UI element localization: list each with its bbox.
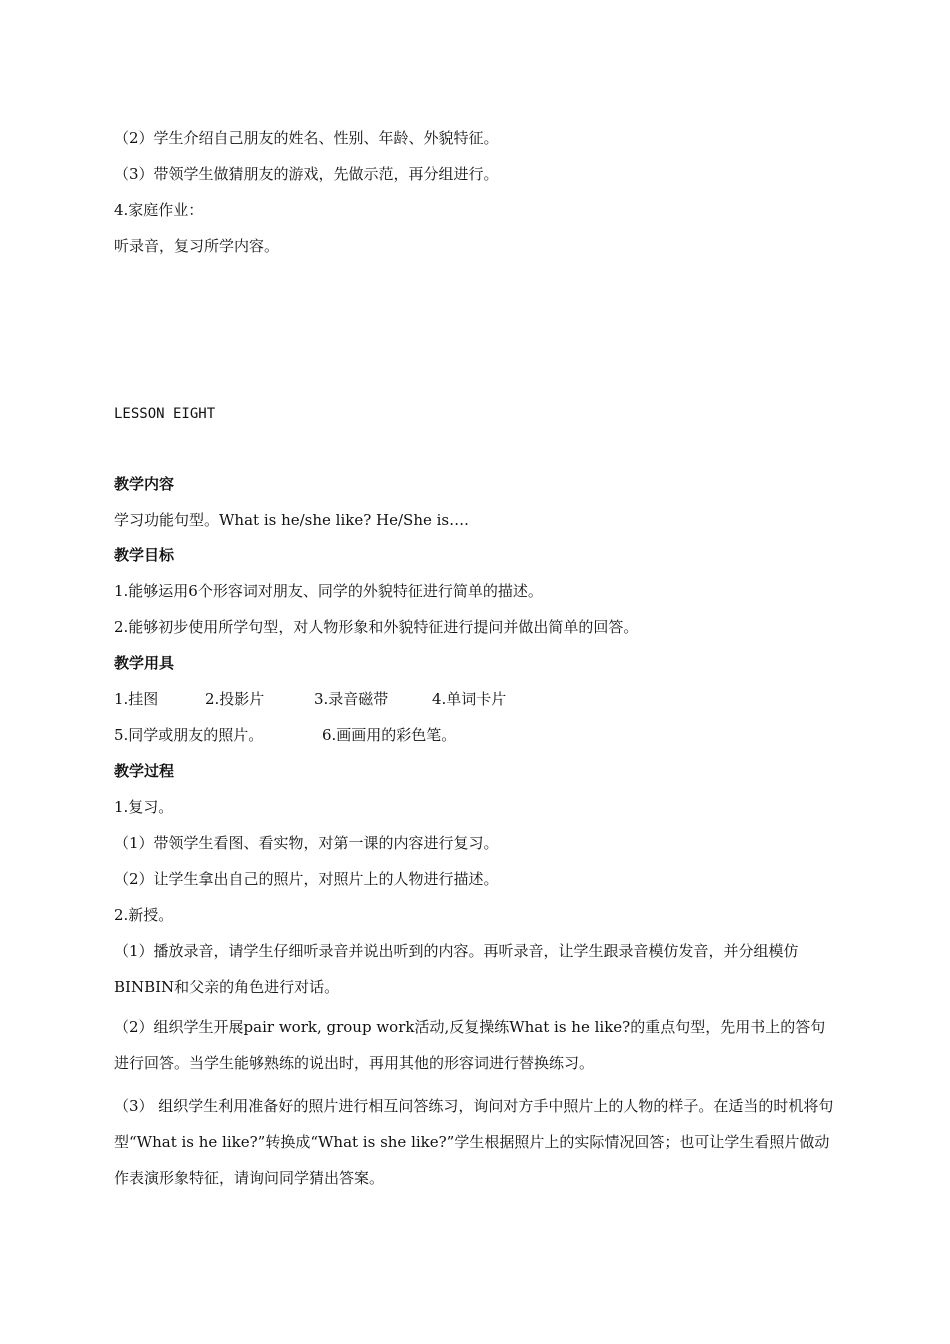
tool-item: 4.单词卡片 — [432, 690, 507, 708]
process-item: 2.新授。 — [114, 906, 174, 924]
tool-item: 5.同学或朋友的照片。 — [114, 726, 264, 744]
process-item: （1）带领学生看图、看实物，对第一课的内容进行复习。 — [114, 834, 499, 852]
goal-item: 2.能够初步使用所学句型，对人物形象和外貌特征进行提问并做出简单的回答。 — [114, 618, 639, 636]
lesson-title: LESSON EIGHT — [114, 406, 216, 422]
tools-row — [114, 725, 839, 745]
section-heading-content: 教学内容 — [114, 475, 175, 493]
tool-item: 1.挂图 — [114, 690, 159, 708]
tool-item: 6.画画用的彩色笔。 — [322, 726, 457, 744]
tools-row — [114, 689, 839, 709]
text-line: （3）带领学生做猜朋友的游戏，先做示范，再分组进行。 — [114, 165, 499, 183]
section-heading-goals: 教学目标 — [114, 546, 175, 564]
process-paragraph: （2）组织学生开展pair work, group work活动,反复操练What is he like?的重点句型，先用书上的答句进行回答。当学生能够熟练的说出时，再用其他的形容词进行替换练习。 — [114, 1018, 826, 1072]
tool-item: 3.录音磁带 — [314, 690, 389, 708]
text-line: 听录音，复习所学内容。 — [114, 237, 280, 255]
content-text: 学习功能句型。What is he/she like? He/She is…. — [114, 511, 469, 529]
tool-item: 2.投影片 — [205, 690, 265, 708]
process-paragraph: （1）播放录音，请学生仔细听录音并说出听到的内容。再听录音，让学生跟录音模仿发音，并分组模仿BINBIN和父亲的角色进行对话。 — [114, 942, 799, 996]
process-item: （2）让学生拿出自己的照片，对照片上的人物进行描述。 — [114, 870, 499, 888]
section-heading-tools: 教学用具 — [114, 654, 175, 672]
text-line: 4.家庭作业： — [114, 201, 204, 219]
goal-item: 1.能够运用6个形容词对朋友、同学的外貌特征进行简单的描述。 — [114, 582, 543, 600]
section-heading-process: 教学过程 — [114, 762, 175, 780]
process-paragraph: （3） 组织学生利用准备好的照片进行相互问答练习，询问对方手中照片上的人物的样子。在适当的时机将句型“What is he like?”转换成“What is she like?”学生根据照片上的实际情况回答；也可让学生看照片做动作表演形象特征，请询问同学猜出答案。 — [114, 1097, 834, 1187]
process-item: 1.复习。 — [114, 798, 174, 816]
text-line: （2）学生介绍自己朋友的姓名、性别、年龄、外貌特征。 — [114, 129, 499, 147]
